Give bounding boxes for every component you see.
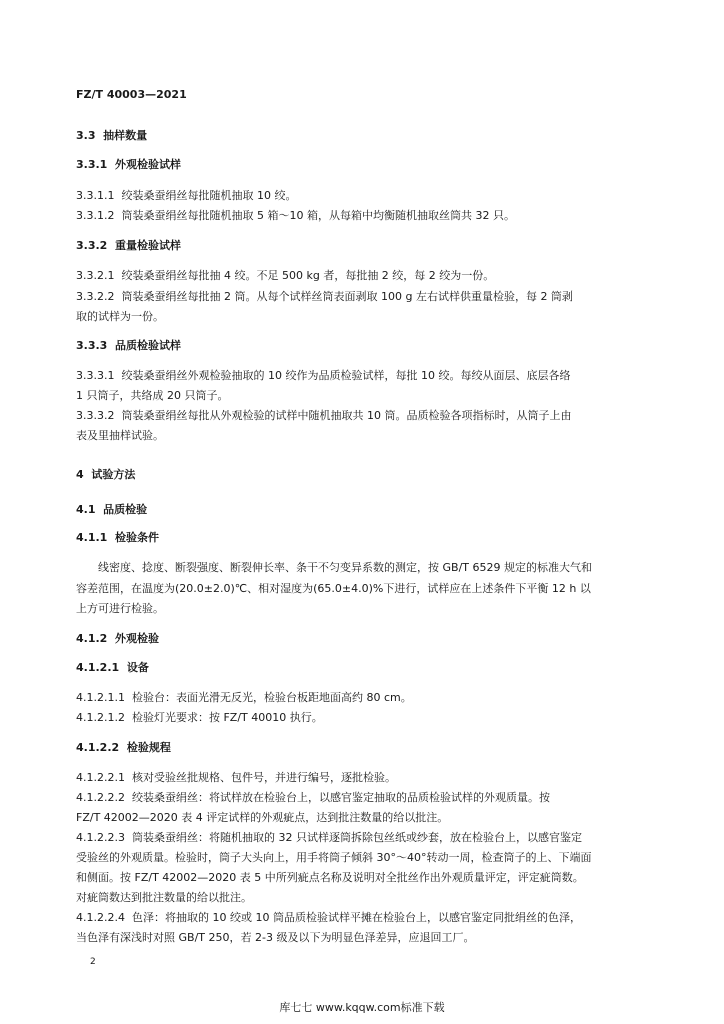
section-heading-4-1-2-2 <box>76 741 171 755</box>
clause-number: 4.1.2.2.4 <box>76 911 125 924</box>
chapter-title: 试验方法 <box>91 468 136 481</box>
section-number: 3.3.2 <box>76 239 108 252</box>
clause-number: 3.3.1.2 <box>76 209 115 222</box>
section-heading-3-3 <box>76 129 147 143</box>
clause-text: 检验灯光要求：按 FZ/T 40010 执行。 <box>131 711 323 724</box>
clause-number: 3.3.2.1 <box>76 269 115 282</box>
section-heading-4-1 <box>76 503 147 517</box>
footer-watermark: 库七七 www.kqqw.com标准下载 <box>279 1001 445 1014</box>
section-title: 重量检验试样 <box>115 239 181 252</box>
clause-3-3-2-2 <box>76 290 573 304</box>
paragraph-4-1-1-line2: 容差范围，在温度为(20.0±2.0)℃、相对湿度为(65.0±4.0)%下进行，试样应在上述条件下平衡 12 h 以 <box>76 582 591 595</box>
clause-3-3-2-1 <box>76 269 494 283</box>
page-number: 2 <box>90 957 96 967</box>
clause-3-3-1-2 <box>76 209 515 223</box>
clause-3-3-1-1 <box>76 189 296 203</box>
clause-4-1-2-2-4-continued: 当色泽有深浅时对照 GB/T 250，若 2-3 级及以下为明显色泽差异，应退回工厂。 <box>76 931 475 944</box>
clause-text: 核对受验丝批规格、包件号，并进行编号，逐批检验。 <box>131 771 396 784</box>
clause-3-3-3-2-continued: 表及里抽样试验。 <box>76 429 164 442</box>
section-title: 检验条件 <box>115 531 159 544</box>
section-title: 品质检验 <box>103 503 148 516</box>
section-number: 4.1.2 <box>76 632 108 645</box>
clause-text: 绞装桑蚕绢丝外观检验抽取的 10 绞作为品质检验试样，每批 10 绞。每绞从面层、底层各络 <box>121 369 571 382</box>
section-heading-3-3-2 <box>76 239 181 253</box>
clause-4-1-2-2-1 <box>76 771 396 785</box>
clause-number: 3.3.1.1 <box>76 189 115 202</box>
clause-4-1-2-2-2 <box>76 791 550 805</box>
clause-text: 筒装桑蚕绢丝每批从外观检验的试样中随机抽取共 10 筒。品质检验各项指标时，从筒子上由 <box>121 409 572 422</box>
section-title: 外观检验试样 <box>115 158 181 171</box>
section-number: 4.1.2.2 <box>76 741 120 754</box>
document-code: FZ/T 40003—2021 <box>76 88 187 101</box>
clause-4-1-2-2-3-continued-3: 对疵筒数达到批注数量的给以批注。 <box>76 891 252 904</box>
clause-4-1-2-2-4 <box>76 911 581 925</box>
section-heading-4-1-1 <box>76 531 159 545</box>
clause-4-1-2-2-3-continued-1: 受验丝的外观质量。检验时，筒子大头向上，用手将筒子倾斜 30°～40°转动一周，检查筒子的上、下端面 <box>76 851 592 864</box>
section-title: 设备 <box>126 661 149 674</box>
paragraph-4-1-1-line3: 上方可进行检验。 <box>76 602 164 615</box>
clause-text: 绞装桑蚕绢丝：将试样放在检验台上，以感官鉴定抽取的品质检验试样的外观质量。按 <box>131 791 550 804</box>
clause-number: 4.1.2.2.2 <box>76 791 125 804</box>
section-title: 品质检验试样 <box>115 339 181 352</box>
clause-3-3-3-1 <box>76 369 570 383</box>
section-heading-4-1-2 <box>76 632 159 646</box>
clause-number: 4.1.2.2.1 <box>76 771 125 784</box>
clause-4-1-2-1-2 <box>76 711 323 725</box>
paragraph-4-1-1-line1: 线密度、捻度、断裂强度、断裂伸长率、条干不匀变异系数的测定，按 GB/T 6529 规定的标准大气和 <box>98 561 592 574</box>
clause-text: 色泽：将抽取的 10 绞或 10 筒品质检验试样平摊在检验台上，以感官鉴定同批绢丝的色泽， <box>131 911 581 924</box>
clause-number: 4.1.2.2.3 <box>76 831 125 844</box>
clause-text: 绞装桑蚕绢丝每批随机抽取 10 绞。 <box>121 189 297 202</box>
clause-number: 4.1.2.1.2 <box>76 711 125 724</box>
clause-3-3-3-1-continued: 1 只筒子，共络成 20 只筒子。 <box>76 389 229 402</box>
clause-text: 筒装桑蚕绢丝：将随机抽取的 32 只试样逐筒拆除包丝纸或纱套，放在检验台上，以感官鉴定 <box>131 831 582 844</box>
section-heading-3-3-1 <box>76 158 181 172</box>
clause-number: 3.3.3.2 <box>76 409 115 422</box>
clause-text: 绞装桑蚕绢丝每批抽 4 绞。不足 500 kg 者，每批抽 2 绞，每 2 绞为一份。 <box>121 269 495 282</box>
chapter-number: 4 <box>76 468 84 481</box>
chapter-heading-4 <box>76 468 135 482</box>
clause-3-3-2-2-continued: 取的试样为一份。 <box>76 310 164 323</box>
section-number: 3.3.3 <box>76 339 108 352</box>
section-heading-3-3-3 <box>76 339 181 353</box>
clause-text: 筒装桑蚕绢丝每批抽 2 筒。从每个试样丝筒表面剥取 100 g 左右试样供重量检验，每 2 筒剥 <box>121 290 573 303</box>
section-title: 检验规程 <box>126 741 171 754</box>
clause-4-1-2-2-3-continued-2: 和侧面。按 FZ/T 42002—2020 表 5 中所列疵点名称及说明对全批丝作出外观质量评定，评定疵筒数。 <box>76 871 584 884</box>
section-number: 3.3.1 <box>76 158 108 171</box>
clause-text: 检验台：表面光滑无反光，检验台板距地面高约 80 cm。 <box>131 691 412 704</box>
clause-number: 3.3.3.1 <box>76 369 115 382</box>
section-number: 4.1.2.1 <box>76 661 120 674</box>
section-title: 外观检验 <box>115 632 159 645</box>
clause-number: 4.1.2.1.1 <box>76 691 125 704</box>
clause-text: 筒装桑蚕绢丝每批随机抽取 5 箱～10 箱，从每箱中均衡随机抽取丝筒共 32 只。 <box>121 209 515 222</box>
clause-3-3-3-2 <box>76 409 571 423</box>
section-number: 4.1.1 <box>76 531 108 544</box>
section-number: 3.3 <box>76 129 96 142</box>
section-number: 4.1 <box>76 503 96 516</box>
section-title: 抽样数量 <box>103 129 148 142</box>
clause-4-1-2-2-3 <box>76 831 582 845</box>
clause-number: 3.3.2.2 <box>76 290 115 303</box>
clause-4-1-2-1-1 <box>76 691 412 705</box>
section-heading-4-1-2-1 <box>76 661 149 675</box>
clause-4-1-2-2-2-continued: FZ/T 42002—2020 表 4 评定试样的外观疵点，达到批注数量的给以批注。 <box>76 811 449 824</box>
